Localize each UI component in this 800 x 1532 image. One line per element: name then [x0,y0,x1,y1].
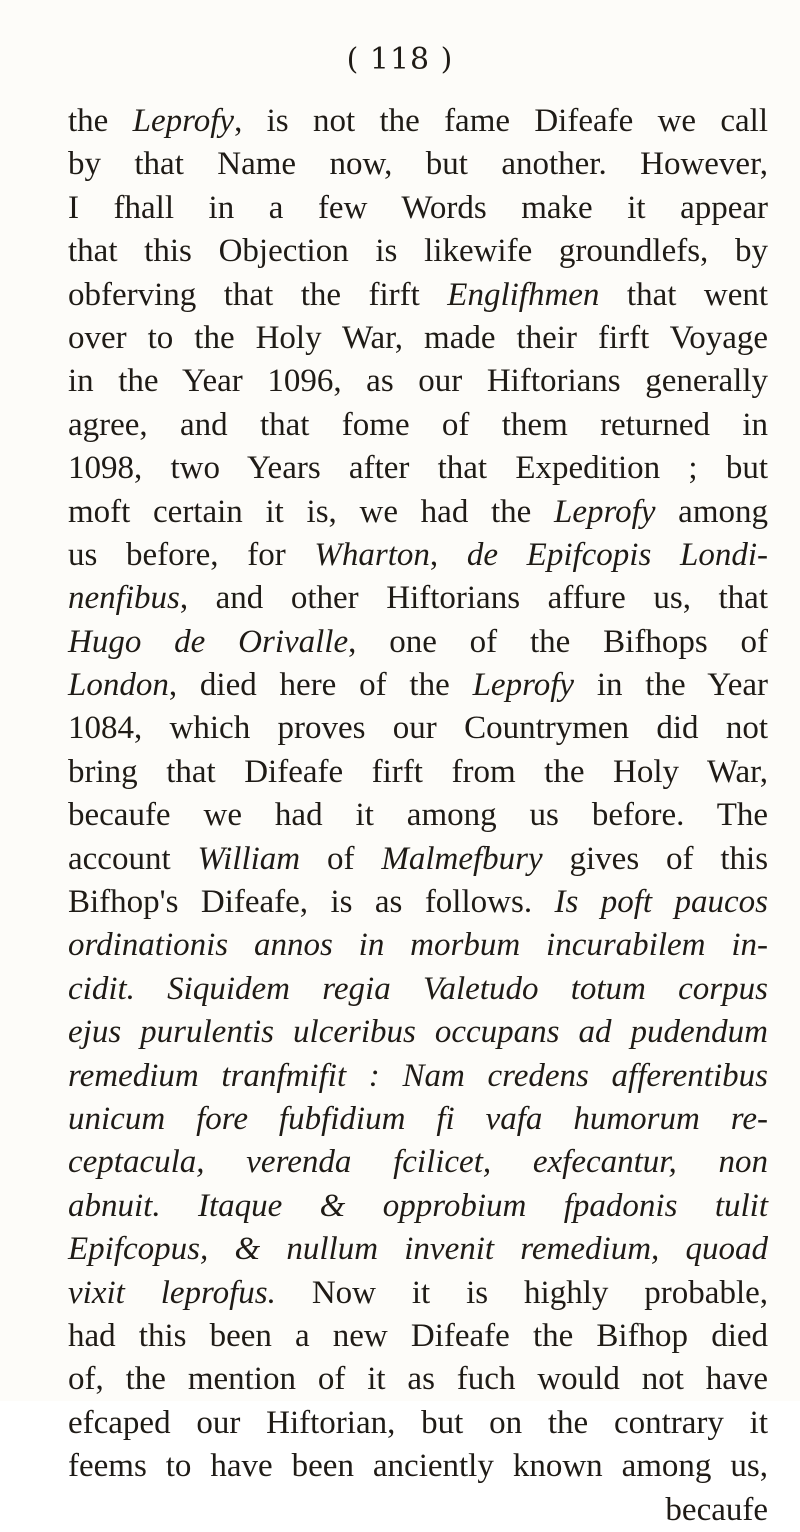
text-line [68,1272,768,1315]
text-line [68,230,768,273]
text-line [68,1011,768,1054]
italic-text: unicum fore fubfidium fi vafa humorum re- [68,1100,769,1137]
text: gives of this [542,840,769,877]
italic-text: Is poft paucos [554,884,769,921]
italic-text: William [197,840,301,877]
text: had this been a new Difeafe the Bifhop died [68,1317,769,1354]
text: feems to have been anciently known among us, [68,1448,768,1485]
text: efcaped our Hiftorian, but on the contrary it [68,1404,769,1441]
text: over to the Holy War, made their firft Voyage [68,319,769,356]
text-line [68,577,768,620]
text: agree, and that fome of them returned in [68,406,769,443]
text-line [68,881,768,924]
text: , and other Hiftorians affure us, that [179,580,768,617]
text: obferving that the firft [68,276,448,313]
text: of, the mention of it as fuch would not have [68,1361,769,1398]
italic-text: Epifcopus, & nullum invenit remedium, quoad [68,1231,769,1268]
text: the [68,103,133,139]
body-text [68,100,768,1532]
italic-text: Englifhmen [447,276,600,313]
text: , died here of the [168,667,473,704]
text: , is not the fame Difeafe we call [234,103,768,139]
text: becaufe we had it among us before. The [68,797,769,834]
italic-text: Leprofy [472,667,575,704]
italic-text: ceptacula, verenda fcilicet, exfecantur, non [68,1144,768,1181]
italic-text: cidit. Siquidem regia Valetudo totum corpus [68,970,768,1007]
text-line [68,447,768,490]
text-line [68,274,768,317]
text-line [68,317,768,360]
text-line [68,1055,768,1098]
text: 1084, which proves our Countrymen did not [68,710,768,747]
text-line [68,1445,768,1488]
text-line [68,143,768,186]
italic-text: nenfibus [68,580,180,617]
text-line [68,838,768,881]
text-line [68,1098,768,1141]
italic-text: Leprofy [132,103,235,139]
text: in the Year [574,667,769,704]
text: account [68,840,198,877]
text-line [68,621,768,664]
text: bring that Difeafe firft from the Holy War, [68,753,769,790]
italic-text: vixit leprofus. [68,1274,276,1311]
text-line [68,1358,768,1401]
italic-text: abnuit. Itaque & opprobium fpadonis tulit [68,1187,768,1224]
text: in the Year 1096, as our Hiftorians generally [68,363,769,400]
text-line [68,1402,768,1445]
text-line [68,664,768,707]
text-line [68,1489,768,1532]
text-line [68,1315,768,1358]
text-line [68,924,768,967]
text-line [68,360,768,403]
text: , one of the Bifhops of [348,623,768,660]
text: becaufe [665,1491,768,1528]
text: I fhall in a few Words make it appear [68,189,769,226]
text-line [68,534,768,577]
text: among [655,493,768,530]
text: that went [599,276,769,313]
italic-text: ordinationis annos in morbum incurabilem in- [68,927,768,964]
text-line [68,1185,768,1228]
text: moft certain it is, we had the [68,493,555,530]
text: of [300,840,382,877]
italic-text: Leprofy [554,493,656,530]
text-line [68,404,768,447]
italic-text: Malmefbury [381,840,543,877]
text-line [68,1228,768,1271]
text: Now it is highly probable, [275,1274,769,1311]
text-line [68,187,768,230]
text: 1098, two Years after that Expedition ; but [68,450,769,487]
page-number: ( 118 ) [346,42,454,77]
italic-text: ejus purulentis ulceribus occupans ad pudendum [68,1014,768,1051]
text-line [68,100,768,143]
italic-text: London [68,667,169,704]
text-line [68,968,768,1011]
text: , [429,536,467,573]
text: Bifhop's Difeafe, is as follows. [68,884,555,921]
text-line [68,751,768,794]
italic-text: Wharton [314,536,430,573]
text: us before, for [68,536,315,573]
italic-text: Hugo de Orivalle [68,623,349,660]
text-line [68,794,768,837]
italic-text: remedium tranfmifit : Nam credens afferentibus [68,1057,768,1094]
text: that this Objection is likewife groundlefs, by [68,233,769,270]
text: by that Name now, but another. However, [68,146,768,183]
text-line [68,707,768,750]
text-line [68,491,768,534]
text-line [68,1141,768,1184]
italic-text: de Epifcopis Londi- [466,536,768,573]
